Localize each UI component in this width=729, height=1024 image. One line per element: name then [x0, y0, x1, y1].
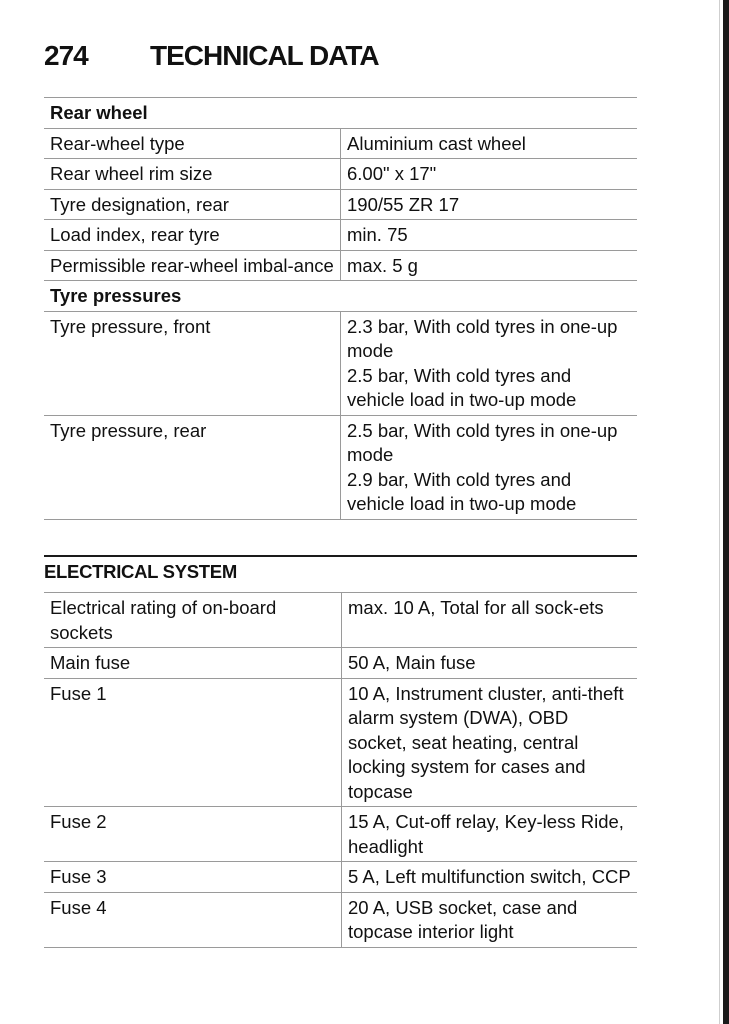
row-label: Fuse 3: [44, 862, 342, 893]
page-title: TECHNICAL DATA: [150, 40, 379, 71]
value-line: 2.5 bar, With cold tyres in one-up mode: [347, 419, 618, 465]
section-heading-rear-wheel: Rear wheel: [50, 102, 148, 123]
row-label: Fuse 4: [44, 892, 342, 947]
table-row: [44, 415, 637, 519]
row-value: [341, 311, 638, 415]
row-value: 10 A, Instrument cluster, anti-theft alarm system (DWA), OBD socket, seat heating, central locking system for cases and topcase: [348, 682, 624, 802]
row-value: 6.00" x 17": [347, 163, 437, 184]
row-label: Rear-wheel type: [44, 128, 341, 159]
row-label: Fuse 1: [44, 678, 342, 807]
row-value: max. 5 g: [347, 254, 418, 276]
electrical-table: [44, 592, 637, 948]
table-row: [44, 678, 637, 807]
row-label: Load index, rear tyre: [44, 220, 341, 251]
row-value: [341, 415, 638, 519]
page-edge-shadow: [719, 0, 720, 1024]
row-value: max. 10 A, Total for all sock-ets: [348, 597, 604, 618]
row-label: Electrical rating of on-board sockets: [44, 593, 342, 648]
table-row: [44, 807, 637, 862]
section-title-electrical: ELECTRICAL SYSTEM: [44, 561, 237, 582]
row-label: Tyre pressure, rear: [44, 415, 341, 519]
value-line: 2.3 bar, With cold tyres in one-up mode: [347, 315, 618, 361]
page-number: 274: [44, 40, 88, 71]
rear-wheel-table: [44, 97, 637, 520]
row-label: Main fuse: [44, 648, 342, 679]
row-label: Permissible rear-wheel imbal-ance: [44, 250, 341, 281]
row-label: Tyre designation, rear: [44, 189, 341, 220]
row-label: Tyre pressure, front: [44, 311, 341, 415]
table-row: [44, 648, 637, 679]
row-value: 5 A, Left multifunction switch, CCP: [348, 866, 631, 887]
row-value: min. 75: [347, 224, 408, 245]
row-value: 15 A, Cut-off relay, Key-less Ride, headlight: [348, 811, 624, 857]
row-value: Aluminium cast wheel: [347, 132, 526, 154]
table-row: [44, 862, 637, 893]
value-line: 2.5 bar, With cold tyres and vehicle load in two-up mode: [347, 364, 577, 410]
table-row: [44, 892, 637, 947]
table-row: [44, 250, 637, 281]
table-row: [44, 159, 637, 190]
section-rule: [44, 555, 637, 557]
table-row: [44, 593, 637, 648]
section-heading-tyre-pressures: Tyre pressures: [50, 285, 182, 306]
row-value: 20 A, USB socket, case and topcase interior light: [348, 896, 578, 942]
table-row: [44, 189, 637, 220]
row-value: 190/55 ZR 17: [347, 193, 460, 215]
row-label: Fuse 2: [44, 807, 342, 862]
table-row: [44, 311, 637, 415]
table-row: [44, 128, 637, 159]
value-line: 2.9 bar, With cold tyres and vehicle load in two-up mode: [347, 468, 577, 514]
page-edge: [723, 0, 729, 1024]
page-header: [44, 40, 379, 72]
table-row: [44, 220, 637, 251]
row-label: Rear wheel rim size: [44, 159, 341, 190]
row-value: 50 A, Main fuse: [348, 652, 476, 673]
